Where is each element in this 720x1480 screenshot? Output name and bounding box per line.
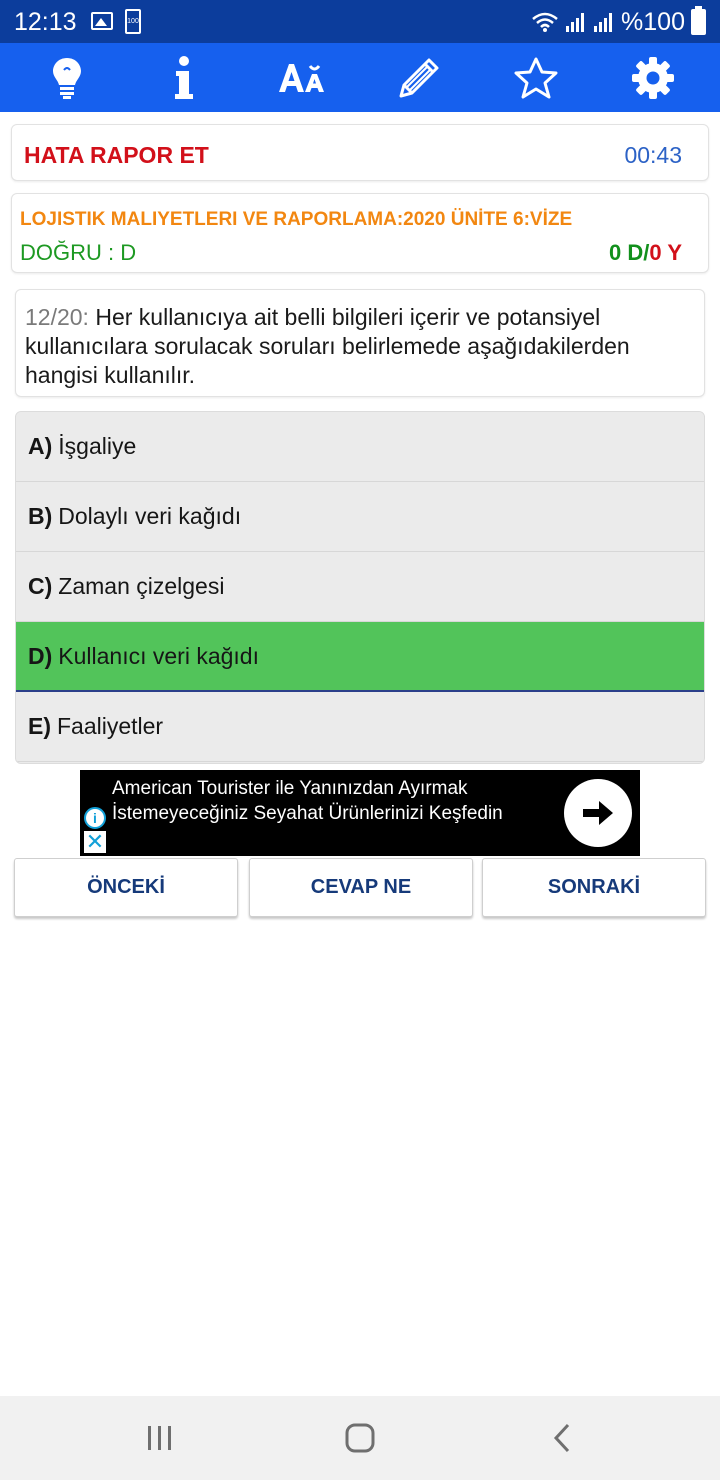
option-text: Kullanıcı veri kağıdı — [58, 642, 259, 669]
score-correct: 0 D — [609, 240, 644, 265]
back-icon — [550, 1422, 574, 1454]
option-a[interactable] — [16, 412, 704, 482]
notes-button[interactable] — [384, 48, 454, 108]
font-size-button[interactable] — [266, 48, 336, 108]
ad-banner[interactable] — [80, 770, 640, 856]
timer: 00:43 — [624, 142, 682, 168]
option-b[interactable] — [16, 482, 704, 552]
report-error-link[interactable]: HATA RAPOR ET — [24, 142, 209, 168]
lightbulb-icon — [50, 56, 84, 100]
course-title: LOJISTIK MALIYETLERI VE RAPORLAMA:2020 ÜNİTE 6:VİZE — [20, 209, 573, 230]
battery-notification-icon: 100 — [125, 9, 141, 34]
option-text: İşgaliye — [58, 433, 137, 459]
question-card — [15, 289, 705, 397]
info-icon — [172, 56, 196, 100]
battery-icon — [691, 9, 706, 35]
question-number: 12/20: — [25, 304, 89, 330]
previous-button[interactable]: ÖNCEKİ — [14, 858, 238, 917]
course-card — [11, 193, 709, 273]
hint-button[interactable] — [32, 48, 102, 108]
question-body: Her kullanıcıya ait belli bilgileri içerir ve potansiyel kullanıcılara sorulacak soruları belirlemede aşağıdakilerden hangisi kullanılır. — [25, 304, 630, 388]
option-d[interactable] — [16, 622, 704, 692]
score-wrong: 0 Y — [649, 240, 682, 265]
option-text: Dolaylı veri kağıdı — [58, 503, 242, 529]
option-letter: E) — [28, 713, 51, 739]
font-size-icon — [277, 58, 325, 98]
home-icon — [344, 1422, 376, 1454]
report-card — [11, 124, 709, 181]
option-c[interactable] — [16, 552, 704, 622]
signal-icon-2 — [593, 11, 615, 33]
next-button[interactable]: SONRAKİ — [482, 858, 706, 917]
recent-apps-button[interactable] — [140, 1418, 180, 1458]
signal-icon-1 — [565, 11, 587, 33]
option-text: Zaman çizelgesi — [58, 573, 225, 599]
recent-apps-icon — [145, 1424, 175, 1452]
home-button[interactable] — [340, 1418, 380, 1458]
question-text — [25, 303, 694, 390]
score — [609, 240, 682, 266]
star-icon — [513, 56, 559, 100]
option-letter: A) — [28, 433, 53, 459]
ad-arrow-button[interactable] — [564, 779, 632, 847]
battery-percent: %100 — [621, 7, 685, 36]
show-answer-button[interactable]: CEVAP NE — [249, 858, 473, 917]
option-text: Faaliyetler — [57, 713, 164, 739]
pencil-icon — [397, 56, 441, 100]
ad-close-icon[interactable]: ✕ — [85, 829, 105, 854]
system-nav-bar — [0, 1396, 720, 1480]
status-indicators — [531, 6, 706, 38]
info-button[interactable] — [149, 48, 219, 108]
option-letter: C) — [28, 573, 53, 599]
wifi-icon — [531, 11, 559, 33]
arrow-right-icon — [581, 799, 615, 827]
option-e[interactable] — [16, 692, 704, 762]
ad-info-icon[interactable]: i — [84, 807, 106, 829]
status-time: 12:13 — [14, 8, 77, 36]
favorite-button[interactable] — [501, 48, 571, 108]
settings-button[interactable] — [618, 48, 688, 108]
ad-text: American Tourister ile Yanınızdan Ayırmak İstemeyeceğiniz Seyahat Ürünlerinizi Keşfedin — [112, 778, 503, 824]
back-button[interactable] — [542, 1418, 582, 1458]
gear-icon — [631, 56, 675, 100]
option-letter: D) — [28, 642, 53, 669]
answer-options — [15, 411, 705, 764]
correct-answer-label: DOĞRU : D — [20, 240, 137, 265]
status-bar — [0, 0, 720, 43]
gallery-notification-icon — [91, 12, 113, 30]
option-letter: B) — [28, 503, 53, 529]
score-separator: / — [643, 240, 650, 265]
app-toolbar — [0, 43, 720, 112]
